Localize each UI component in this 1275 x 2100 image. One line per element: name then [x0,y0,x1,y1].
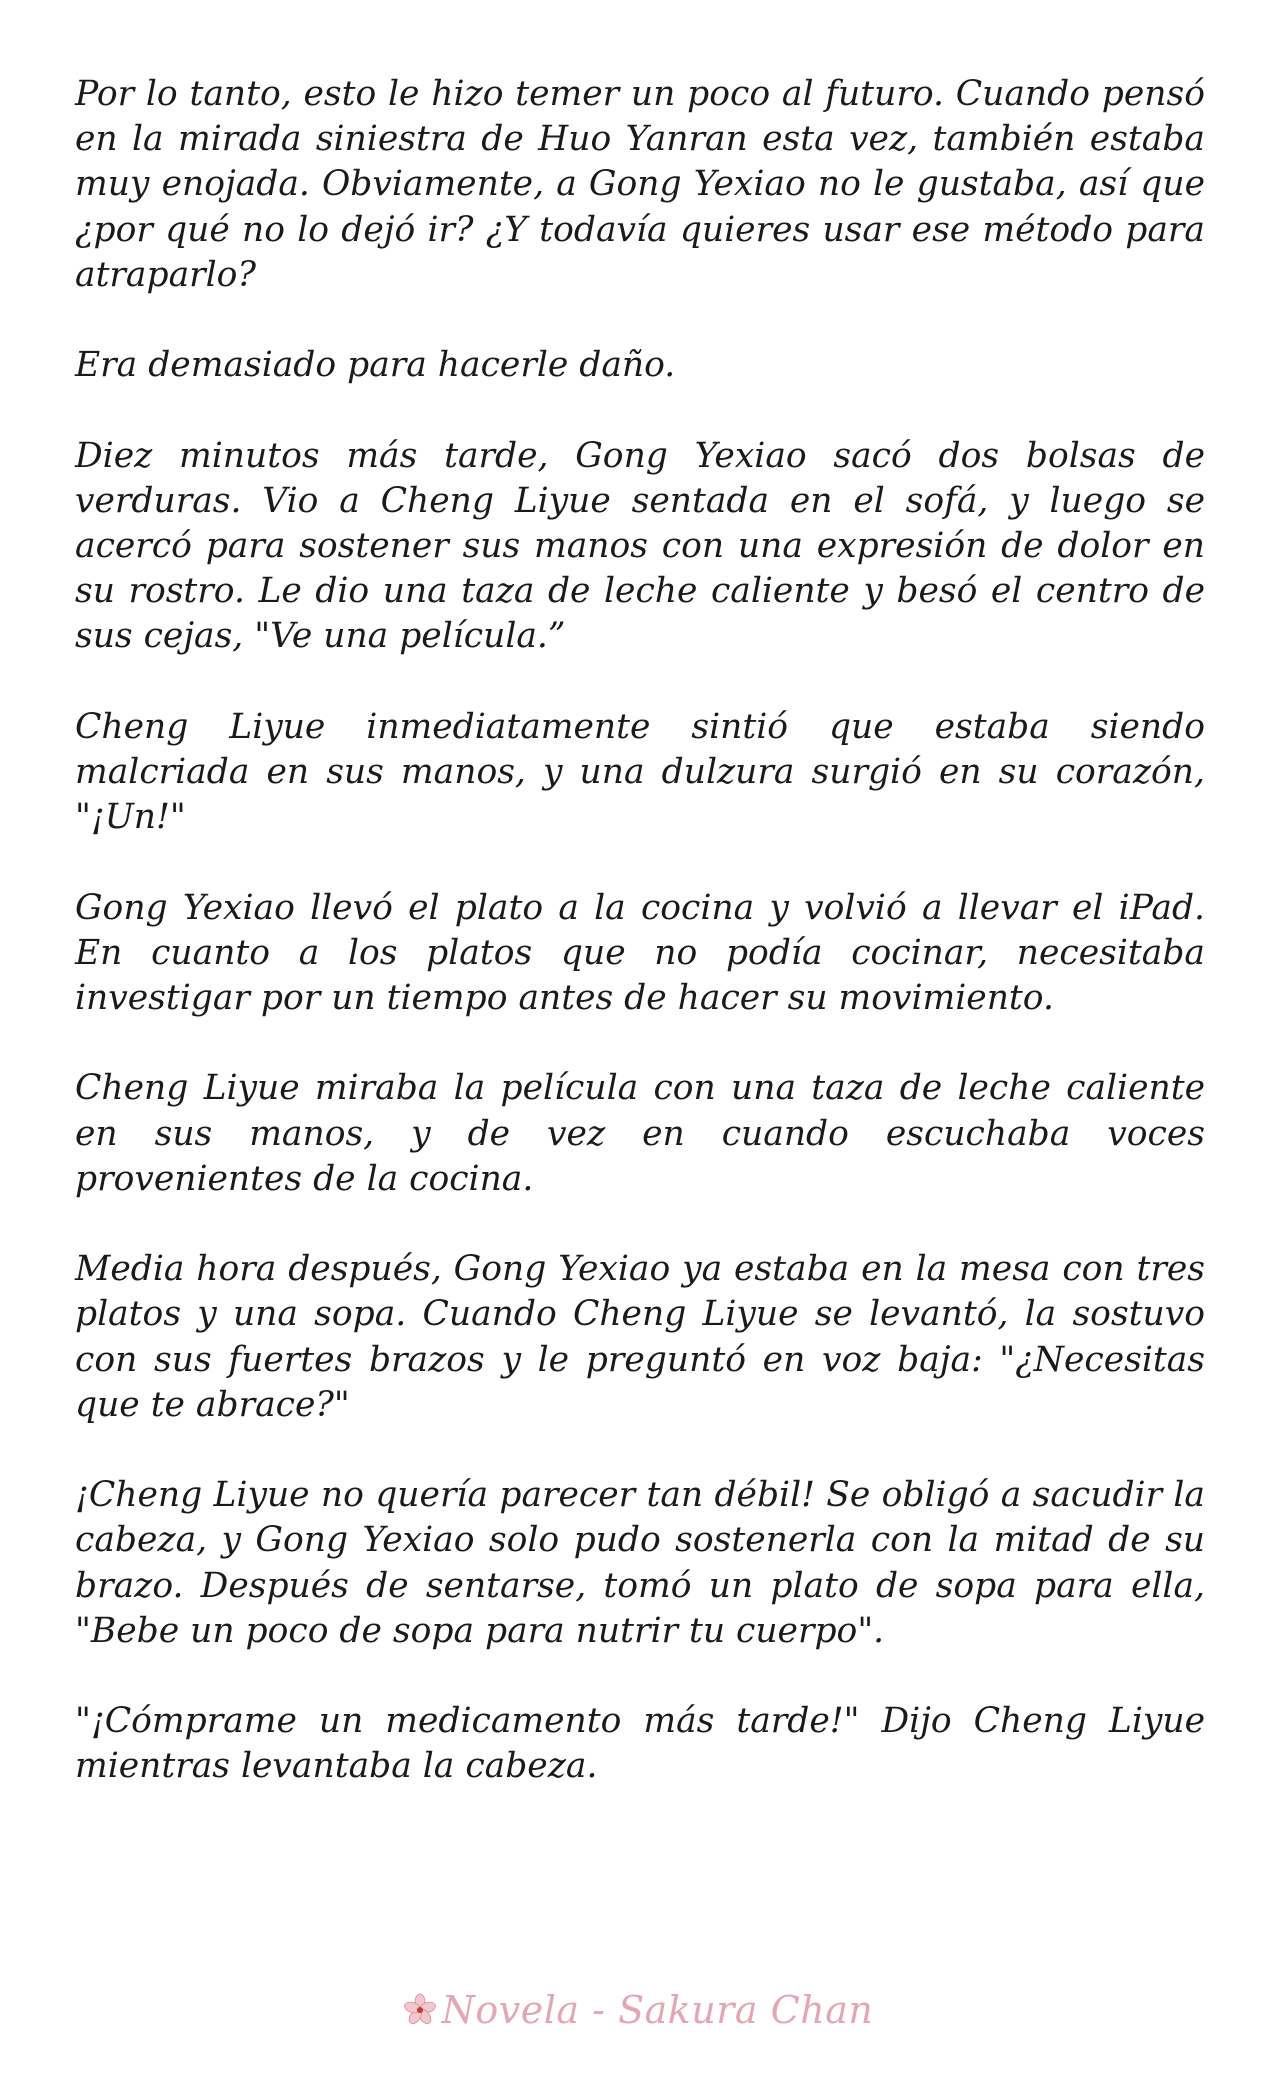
paragraph-7: Media hora después, Gong Yexiao ya estaba en la mesa con tres platos y una sopa. Cuando Cheng Liyue se levantó, la sostuvo con sus fuertes brazos y le preguntó en voz baja: "¿Necesitas que te abrace?" [75,1249,1205,1425]
document-body [75,72,1205,1835]
paragraph-6: Cheng Liyue miraba la película con una taza de leche caliente en sus manos, y de vez en cuando escuchaba voces provenientes de la cocina. [75,1068,1205,1199]
sakura-flower-icon [402,1992,438,2028]
watermark-text: Novela - Sakura Chan [441,1988,874,2032]
paragraph-5: Gong Yexiao llevó el plato a la cocina y volvió a llevar el iPad. En cuanto a los platos que no podía cocinar, necesitaba investigar por un tiempo antes de hacer su movimiento. [75,887,1205,1018]
paragraph-9: "¡Cómprame un medicamento más tarde!" Dijo Cheng Liyue mientras levantaba la cabeza. [75,1701,1205,1787]
paragraph-8: ¡Cheng Liyue no quería parecer tan débil! Se obligó a sacudir la cabeza, y Gong Yexiao solo pudo sostenerla con la mitad de su brazo. Después de sentarse, tomó un plato de sopa para ella, "Bebe un poco de sopa para nutrir tu cuerpo". [75,1475,1205,1651]
paragraph-3: Diez minutos más tarde, Gong Yexiao sacó dos bolsas de verduras. Vio a Cheng Liyue sentada en el sofá, y luego se acercó para sostener sus manos con una expresión de dolor en su rostro. Le dio una taza de leche caliente y besó el centro de sus cejas, "Ve una película.” [75,435,1205,657]
watermark [402,1988,874,2032]
paragraph-2: Era demasiado para hacerle daño. [75,345,676,386]
watermark-footer [0,1980,1275,2040]
paragraph-1: Por lo tanto, esto le hizo temer un poco al futuro. Cuando pensó en la mirada siniestra de Huo Yanran esta vez, también estaba muy enojada. Obviamente, a Gong Yexiao no le gustaba, así que ¿por qué no lo dejó ir? ¿Y todavía quieres usar ese método para atraparlo? [75,74,1205,295]
paragraph-4: Cheng Liyue inmediatamente sintió que estaba siendo malcriada en sus manos, y una dulzura surgió en su corazón, "¡Un!" [75,706,1205,838]
